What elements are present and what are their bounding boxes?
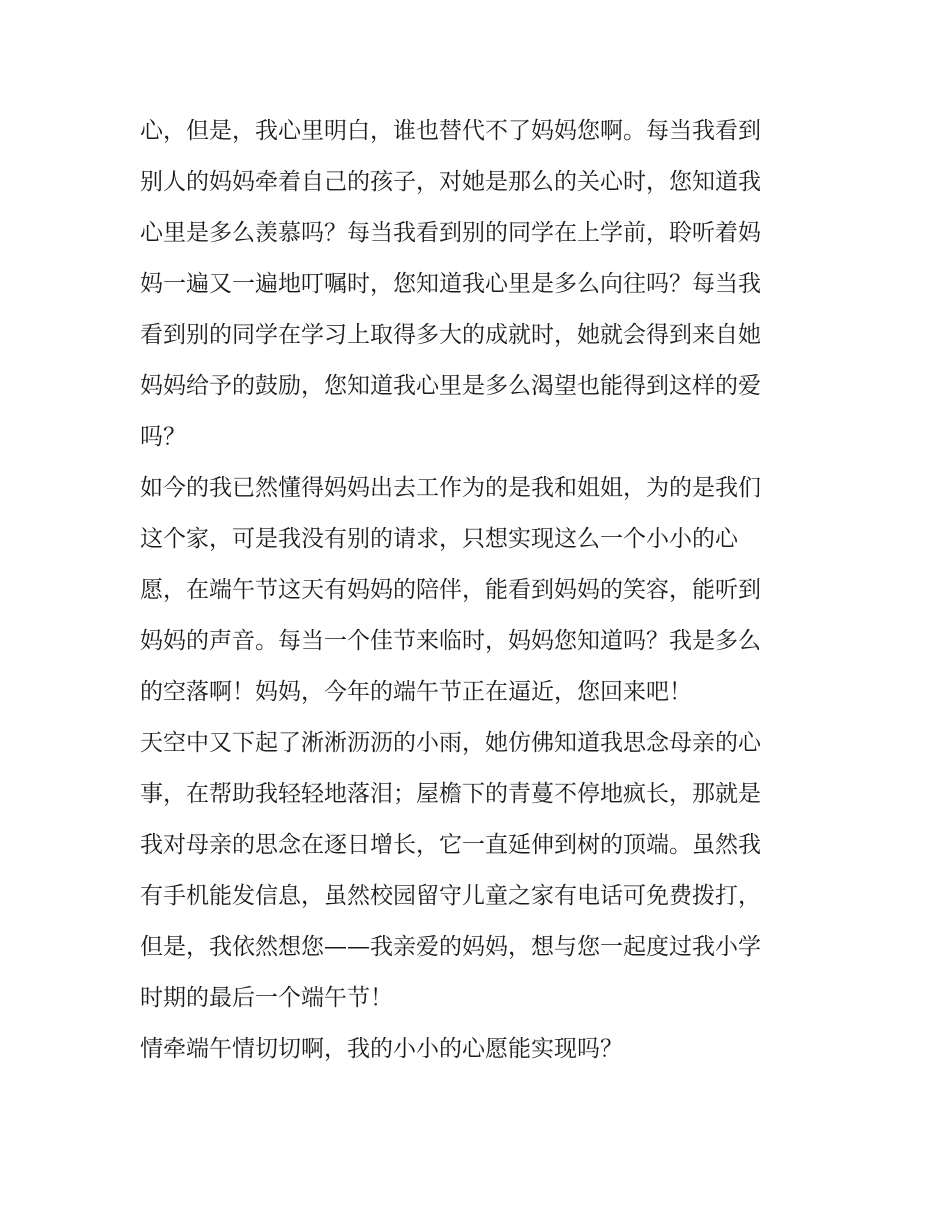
text-line: 但是，我依然想您——我亲爱的妈妈，想与您一起度过我小学 <box>140 934 761 960</box>
text-line: 我对母亲的思念在逐日增长，它一直延伸到树的顶端。虽然我 <box>140 832 761 858</box>
text-line: 时期的最后一个端午节！ <box>140 985 393 1011</box>
text-line: 愿，在端午节这天有妈妈的陪伴，能看到妈妈的笑容，能听到 <box>140 577 761 603</box>
text-line: 情牵端午情切切啊，我的小小的心愿能实现吗？ <box>140 1036 623 1062</box>
text-line: 如今的我已然懂得妈妈出去工作为的是我和姐姐，为的是我们 <box>140 475 761 501</box>
text-line: 这个家，可是我没有别的请求，只想实现这么一个小小的心 <box>140 526 738 552</box>
text-line: 事，在帮助我轻轻地落泪；屋檐下的青蔓不停地疯长，那就是 <box>140 781 761 807</box>
body-text <box>140 106 820 1075</box>
text-line: 心里是多么羡慕吗？每当我看到别的同学在上学前，聆听着妈 <box>140 220 761 246</box>
text-line: 妈妈的声音。每当一个佳节来临时，妈妈您知道吗？我是多么 <box>140 628 761 654</box>
text-line: 心，但是，我心里明白，谁也替代不了妈妈您啊。每当我看到 <box>140 118 761 144</box>
text-line: 有手机能发信息，虽然校园留守儿童之家有电话可免费拨打， <box>140 883 761 909</box>
text-line: 妈妈给予的鼓励，您知道我心里是多么渴望也能得到这样的爱 <box>140 373 761 399</box>
text-line: 吗？ <box>140 424 186 450</box>
text-line: 天空中又下起了淅淅沥沥的小雨，她仿佛知道我思念母亲的心 <box>140 730 761 756</box>
text-line: 别人的妈妈牵着自己的孩子，对她是那么的关心时，您知道我 <box>140 169 761 195</box>
text-line: 的空落啊！妈妈，今年的端午节正在逼近，您回来吧！ <box>140 679 692 705</box>
text-line: 妈一遍又一遍地叮嘱时，您知道我心里是多么向往吗？每当我 <box>140 271 761 297</box>
text-line: 看到别的同学在学习上取得多大的成就时，她就会得到来自她 <box>140 322 761 348</box>
